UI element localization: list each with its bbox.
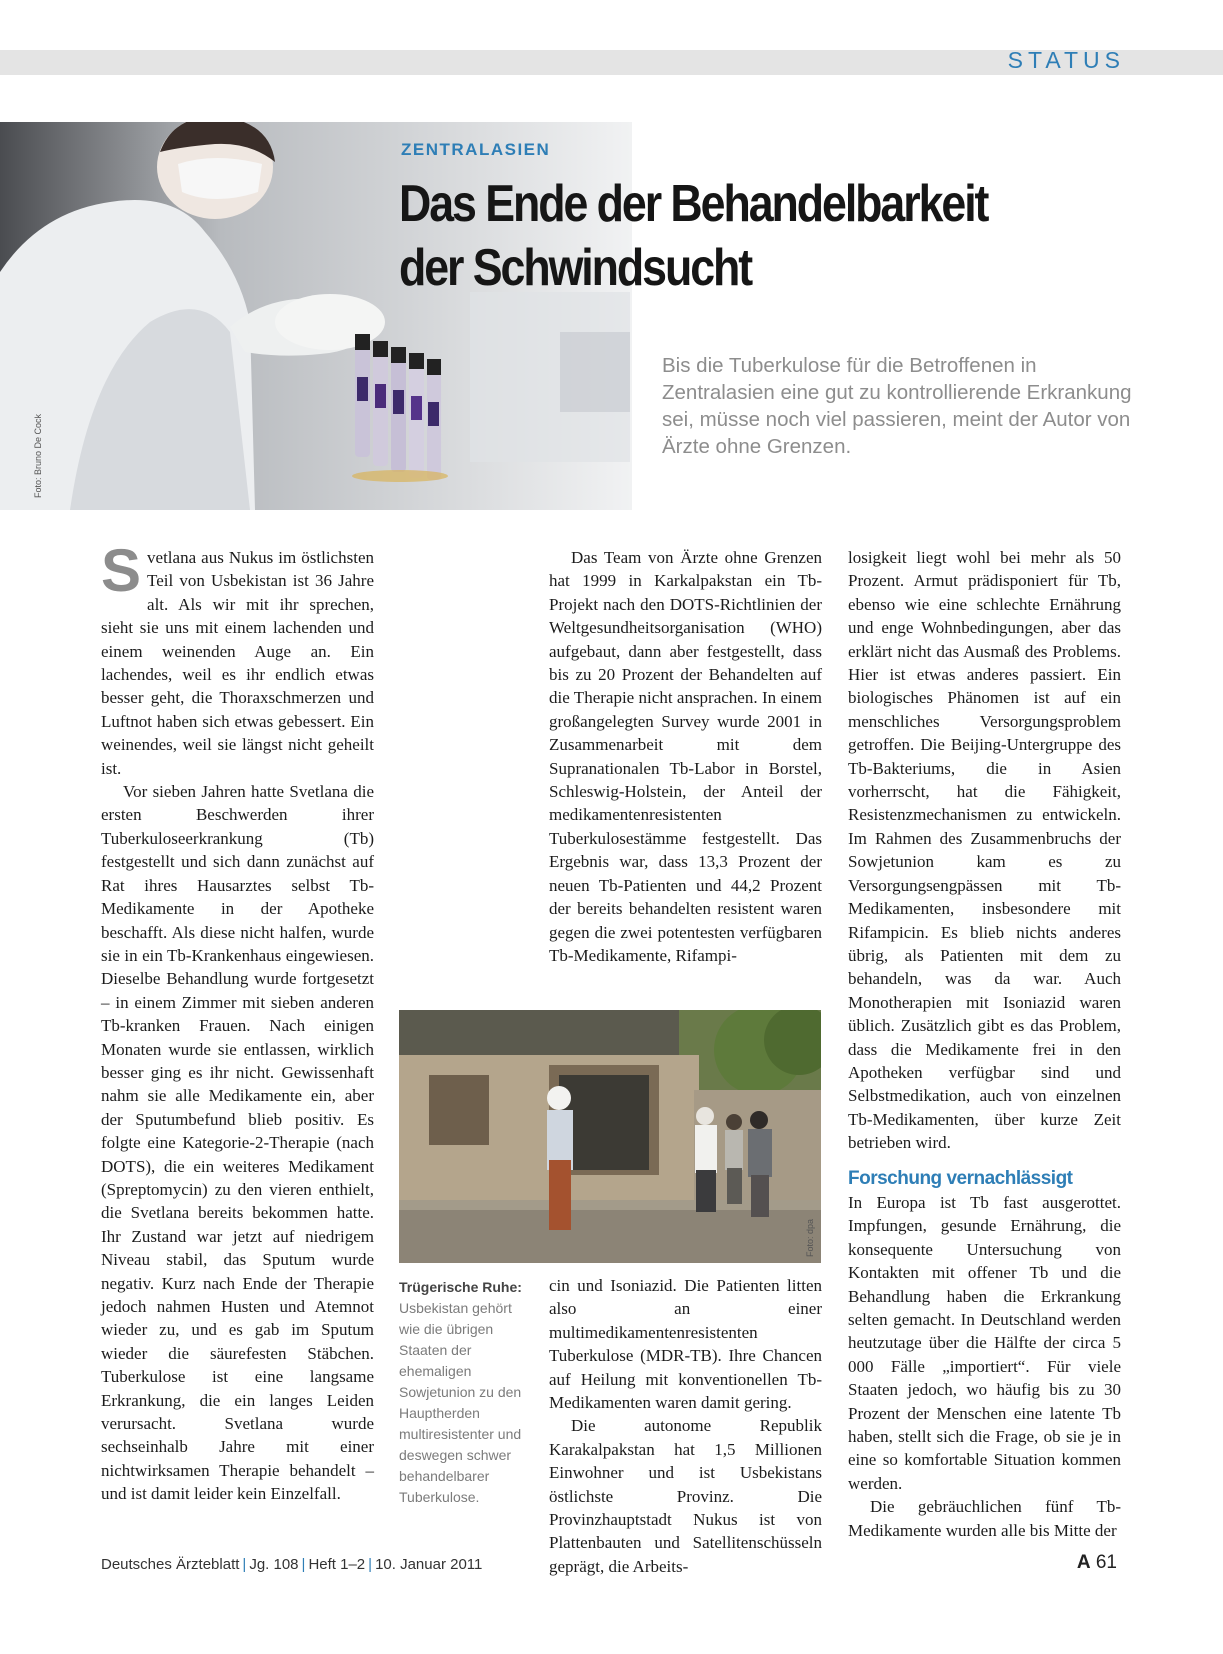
footer-date: 10. Januar 2011 — [375, 1556, 483, 1573]
section-label: STATUS — [1007, 47, 1125, 73]
footer-separator: | — [301, 1556, 306, 1573]
footer-issue: Heft 1–2 — [308, 1556, 366, 1573]
caption-text: Usbekistan gehört wie die übrigen Staaten der ehemaligen Sowjetunion zu den Hauptherden multiresistenter und deswegen schwer behandelbarer Tuberkulose. — [399, 1300, 522, 1505]
footer-volume: Jg. 108 — [249, 1556, 299, 1573]
body-paragraph-2: Vor sieben Jahren hatte Svetlana die ersten Beschwerden ihrer Tuberkuloseerkrankung (Tb) festgestellt und sich dann zunächst auf Rat ihres Hausarztes selbst Tb-Medikamente in der Apotheke beschafft. Als diese nicht halfen, wurde sie in ein Tb-Krankenhaus eingewiesen. Dieselbe Behandlung wurde fortgesetzt – in einem Zimmer mit sieben anderen Tb-kranken Frauen. Nach einigen Monaten wurde sie entlassen, wirklich besser ging es ihr nicht. Gewissenhaft nahm sie alle Medikamente ein, aber der Sputumbefund blieb positiv. Es folgte eine Kategorie-2-Therapie (nach DOTS), die ein weiteres Medikament (Spreptomycin) zu den vieren enthielt, die Svetlana bereits bekommen hatte. Ihr Zustand war jetzt auf niedrigem Niveau stabil, das Sputum wurde negativ. Kurz nach Ende der Therapie jedoch nahmen Husten und Atemnot wieder zu, und es gab im Sputum wieder die säurefesten Stäbchen. Tuberkulose ist eine langsame Erkrankung, die ein langes Leiden verursacht. Svetlana wurde sechseinhalb Jahre mit einer nichtwirksamen Therapie behandelt – und ist damit leider kein Einzelfall. — [101, 782, 374, 1504]
article-column-1 — [101, 537, 374, 1506]
body-paragraph-1: vetlana aus Nukus im östlichsten Teil von Usbekistan ist 36 Jahre alt. Als wir mit ihr sprechen, sieht sie uns mit einem lachenden und einem weinenden Auge an. Ein lachendes, weil es ihr endlich etwas besser geht, die Thoraxschmerzen und Luftnot haben sich etwas gebessert. Ein weinendes, weil sie längst nicht geheilt ist. — [101, 548, 374, 778]
article-column-2 — [549, 546, 822, 967]
body-paragraph-3-continued: cin und Isoniazid. Die Patienten litten also an einer multimedikamentenresistenten Tuberkulose (MDR-TB). Ihre Chancen auf Heilung mit konventionellen Tb-Medikamenten waren damit gering. — [549, 1276, 822, 1413]
kicker: ZENTRALASIEN — [401, 140, 551, 159]
body-paragraph-6: In Europa ist Tb fast ausgerottet. Impfungen, gesunde Ernährung, die konsequente Untersuchung von Kontakten mit offener Tb und die Behandlung haben die Erkrankung selten gemacht. In Deutschland werden heutzutage über die Hälfte der circa 5 000 Fälle „importiert“. Für viele Staaten jedoch, wo häufig bis zu 30 Prozent der Menschen eine latente Tb haben, stellt sich die Frage, ob sie je in eine so komfortable Situation kommen werden. — [848, 1192, 1121, 1493]
caption-title: Trügerische Ruhe: — [399, 1279, 522, 1295]
street-photo — [399, 1010, 821, 1263]
page-prefix: A — [1076, 1552, 1091, 1573]
body-paragraph-3: Das Team von Ärzte ohne Grenzen hat 1999 in Karkalpakstan ein Tb-Projekt nach den DOTS-Richtlinien der Weltgesundheitsorganisation (WHO) aufgebaut, dann aber festgestellt, dass bis zu 20 Prozent der Behandelten auf die Therapie nicht ansprachen. In einem großangelegten Survey wurde 2001 in Zusammenarbeit mit dem Supranationalen Tb-Labor in Borstel, Schleswig-Holstein, der Anteil der medikamentenresistenten Tuberkulosestämme festgestellt. Das Ergebnis war, dass 13,3 Prozent der neuen Tb-Patienten und 44,2 Prozent der bereits behandelten resistent waren gegen die zwei potentesten verfügbaren Tb-Medikamente, Rifampi- — [549, 548, 822, 965]
body-paragraph-4: Die autonome Republik Karakalpakstan hat 1,5 Millionen Einwohner und ist Usbekistans östlichste Provinz. Die Provinzhauptstadt Nukus ist von Plattenbauten und Satellitenschüsseln geprägt, die Arbeits- — [549, 1416, 822, 1576]
article-column-2-continued — [549, 1274, 822, 1578]
headline — [399, 172, 1139, 300]
headline-line-1: Das Ende der Behandelbarkeit — [399, 175, 988, 233]
street-photo-illustration — [399, 1010, 821, 1263]
lead-paragraph: Bis die Tuberkulose für die Betroffenen in Zentralasien eine gut zu kontrollierende Erkrankung sei, müsse noch viel passieren, meint der Autor von Ärzte ohne Grenzen. — [662, 354, 1132, 458]
body-paragraph-7: Die gebräuchlichen fünf Tb-Medikamente wurden alle bis Mitte der — [848, 1497, 1121, 1540]
headline-line-2: der Schwindsucht — [399, 239, 752, 297]
footer — [101, 1556, 482, 1573]
article-column-3 — [848, 546, 1121, 1542]
footer-separator: | — [242, 1556, 247, 1573]
page-number — [1077, 1552, 1117, 1574]
body-paragraph-5: losigkeit liegt wohl bei mehr als 50 Prozent. Armut prädisponiert für Tb, ebenso wie eine schlechte Ernährung und enge Wohnbedingungen, aber das erklärt nicht das Ausmaß des Problems. Hier ist etwas anderes passiert. Ein biologisches Phänomen ist auf ein menschliches Versorgungsproblem getroffen. Die Beijing-Untergruppe des Tb-Bakteriums, die in Asien vorherrscht, hat die Fähigkeit, Resistenzmechanismen zu entwickeln. Im Rahmen des Zusammenbruchs der Sowjetunion kam es zu Versorgungsengpässen mit Tb-Medikamenten, insbesondere mit Rifampicin. Es blieb nichts anderes übrig, als Patienten mit dem zu behandeln, was da war. Auch Monotherapien mit Isoniazid waren üblich. Zusätzlich gibt es das Problem, dass die Medikamente frei in den Apotheken verfügbar sind und Selbstmedikation, auch von einzelnen Tb-Medikamenten, über kurze Zeit betrieben wird. — [848, 548, 1121, 1153]
subheading: Forschung vernachlässigt — [848, 1167, 1073, 1189]
drop-cap: S — [101, 537, 142, 604]
hero-photo-credit: Foto: Bruno De Cock — [33, 413, 43, 498]
footer-journal: Deutsches Ärzteblatt — [101, 1556, 240, 1573]
street-photo-credit: Foto: dpa — [805, 1218, 815, 1257]
page-number-value: 61 — [1095, 1552, 1117, 1573]
photo-caption — [399, 1277, 529, 1508]
footer-separator: | — [368, 1556, 373, 1573]
